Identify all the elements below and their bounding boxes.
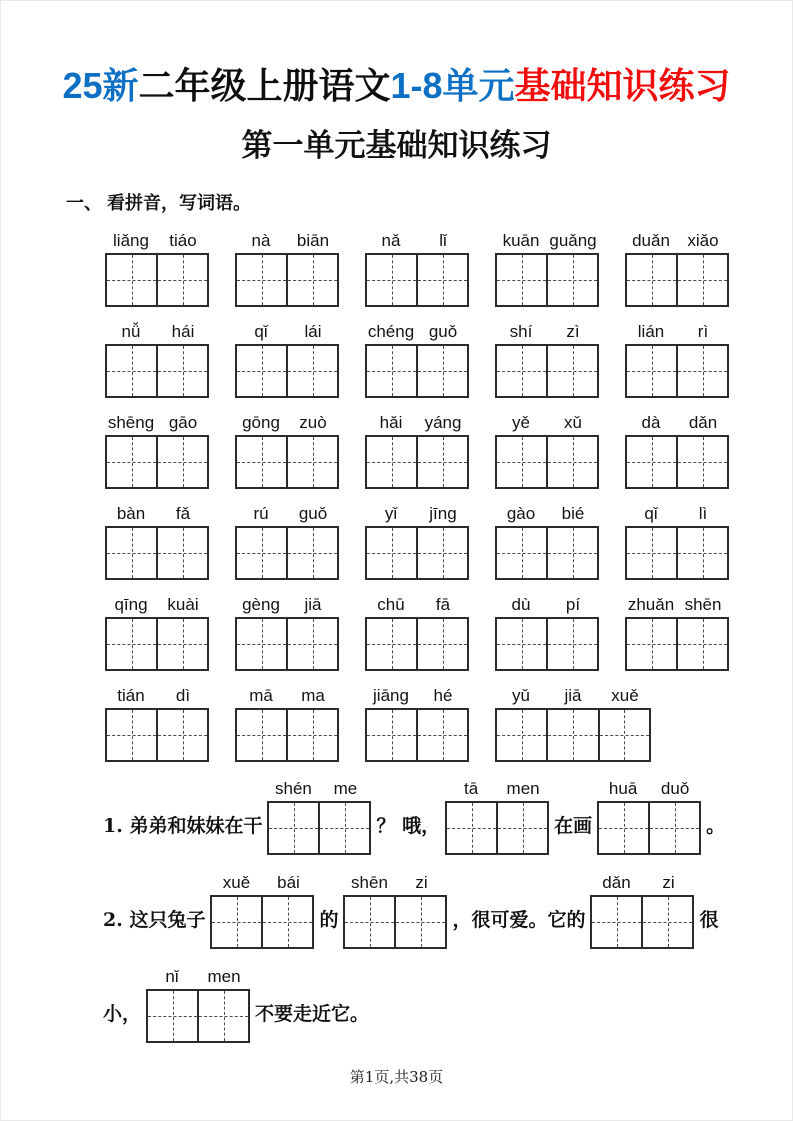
pinyin-syllable: qǐ xyxy=(254,321,268,341)
writing-grid-box xyxy=(365,617,469,671)
sentence-text: 2. 这只兔子 xyxy=(103,908,206,931)
writing-grid-box xyxy=(105,435,209,489)
pinyin-syllable: rú xyxy=(253,503,269,523)
writing-grid-box xyxy=(625,617,729,671)
writing-grid-cell xyxy=(641,897,692,947)
writing-grid-box xyxy=(625,435,729,489)
writing-grid-cell xyxy=(286,528,337,578)
pinyin-syllable: men xyxy=(207,966,241,986)
writing-grid-cell xyxy=(394,897,445,947)
pinyin-box-group xyxy=(105,321,209,398)
pinyin-box-group xyxy=(235,594,339,671)
writing-grid-cell xyxy=(676,619,727,669)
pinyin-syllable: guǒ xyxy=(298,503,328,523)
writing-grid-cell xyxy=(676,528,727,578)
pinyin-syllable: zi xyxy=(662,872,675,892)
pinyin-label xyxy=(235,230,339,252)
pinyin-syllable: xuě xyxy=(611,685,639,705)
pinyin-syllable: lái xyxy=(304,321,322,341)
pinyin-label xyxy=(235,503,339,525)
writing-grid-cell xyxy=(599,803,648,853)
writing-grid-box xyxy=(365,526,469,580)
pinyin-box-group xyxy=(625,230,729,307)
pinyin-syllable: huā xyxy=(608,778,638,798)
pinyin-syllable: jiāng xyxy=(373,685,409,705)
pinyin-syllable: rì xyxy=(697,321,709,341)
writing-grid-cell xyxy=(546,619,597,669)
pinyin-syllable: lǐ xyxy=(439,230,447,250)
pinyin-syllable: duǎn xyxy=(632,230,670,250)
pinyin-box-group xyxy=(625,321,729,398)
writing-grid-cell xyxy=(156,528,207,578)
pinyin-label xyxy=(365,412,469,434)
pinyin-row xyxy=(105,412,793,489)
writing-grid-box xyxy=(210,895,314,949)
pinyin-syllable: fā xyxy=(435,594,451,614)
writing-grid-cell xyxy=(237,346,286,396)
section-heading: 一、 看拼音，写词语。 xyxy=(66,192,251,213)
pinyin-syllable: zhuǎn xyxy=(627,594,675,614)
pinyin-syllable: gōng xyxy=(242,412,280,432)
writing-grid-cell xyxy=(497,710,546,760)
pinyin-label xyxy=(235,685,339,707)
sentence-text: 1. 弟弟和妹妹在干 xyxy=(103,814,263,837)
pinyin-row xyxy=(105,230,793,307)
pinyin-syllable: hǎi xyxy=(379,412,403,432)
writing-grid-box xyxy=(235,526,339,580)
pinyin-row xyxy=(105,594,793,671)
writing-grid-cell xyxy=(416,437,467,487)
pinyin-syllable: shēng xyxy=(107,412,155,432)
writing-grid-cell xyxy=(367,437,416,487)
pinyin-syllable: ma xyxy=(301,685,325,705)
writing-grid-cell xyxy=(367,255,416,305)
writing-grid-box xyxy=(146,989,250,1043)
pinyin-row xyxy=(105,321,793,398)
writing-grid-cell xyxy=(367,346,416,396)
pinyin-label xyxy=(235,321,339,343)
writing-grid-box xyxy=(590,895,694,949)
pinyin-syllable: shēn xyxy=(684,594,722,614)
writing-grid-cell xyxy=(367,710,416,760)
writing-grid-cell xyxy=(156,255,207,305)
writing-grid-box xyxy=(105,617,209,671)
sentence-text: 在画 xyxy=(554,814,593,837)
pinyin-label xyxy=(365,230,469,252)
writing-grid-cell xyxy=(627,619,676,669)
pinyin-syllable: pí xyxy=(565,594,581,614)
writing-grid-box xyxy=(235,708,339,762)
pinyin-syllable: shén xyxy=(275,778,312,798)
pinyin-label xyxy=(365,685,469,707)
writing-grid-box xyxy=(445,801,549,855)
writing-grid-cell xyxy=(345,897,394,947)
pinyin-syllable: chéng xyxy=(367,321,415,341)
pinyin-syllable: nà xyxy=(251,230,271,250)
pinyin-box-group xyxy=(365,685,469,762)
pinyin-syllable: dǎn xyxy=(688,412,718,432)
pinyin-syllable: yáng xyxy=(424,412,462,432)
writing-grid-cell xyxy=(592,897,641,947)
writing-grid-box xyxy=(267,801,371,855)
pinyin-syllable: nǎ xyxy=(381,230,401,250)
writing-grid-cell xyxy=(107,710,156,760)
sentence-text: 小， xyxy=(103,1002,142,1025)
writing-grid-box xyxy=(495,526,599,580)
writing-grid-cell xyxy=(598,710,649,760)
writing-grid-cell xyxy=(546,528,597,578)
pinyin-label xyxy=(105,412,209,434)
pinyin-box-group xyxy=(365,594,469,671)
pinyin-label xyxy=(105,594,209,616)
pinyin-box-group xyxy=(235,503,339,580)
writing-grid-cell xyxy=(367,619,416,669)
pinyin-syllable: men xyxy=(506,778,540,798)
pinyin-box-group xyxy=(590,872,694,949)
pinyin-box-group xyxy=(625,503,729,580)
writing-grid-cell xyxy=(107,255,156,305)
pinyin-label xyxy=(495,685,651,707)
writing-grid-cell xyxy=(648,803,699,853)
writing-grid-box xyxy=(365,435,469,489)
writing-grid-cell xyxy=(237,528,286,578)
writing-grid-cell xyxy=(416,619,467,669)
writing-grid-cell xyxy=(497,619,546,669)
writing-grid-cell xyxy=(546,346,597,396)
pinyin-box-group xyxy=(343,872,447,949)
writing-grid-cell xyxy=(286,619,337,669)
pinyin-syllable: zì xyxy=(566,321,580,341)
pinyin-syllable: yǐ xyxy=(384,503,398,523)
pinyin-syllable: xuě xyxy=(222,872,251,892)
pinyin-box-group xyxy=(445,778,549,855)
title-part: 25新 xyxy=(62,65,139,106)
writing-grid-cell xyxy=(286,710,337,760)
writing-grid-box xyxy=(625,526,729,580)
writing-grid-box xyxy=(105,526,209,580)
pinyin-syllable: jīng xyxy=(429,503,457,523)
writing-grid-box xyxy=(235,253,339,307)
writing-grid-box xyxy=(495,253,599,307)
writing-grid-cell xyxy=(416,255,467,305)
pinyin-row xyxy=(105,685,793,762)
pinyin-box-group xyxy=(235,685,339,762)
writing-grid-box xyxy=(105,344,209,398)
pinyin-box-group xyxy=(495,321,599,398)
sentence-text: ？ 哦， xyxy=(376,814,441,837)
pinyin-box-group xyxy=(105,594,209,671)
pinyin-box-group xyxy=(365,503,469,580)
writing-grid-cell xyxy=(269,803,318,853)
pinyin-syllable: biān xyxy=(296,230,330,250)
pinyin-label xyxy=(590,872,694,894)
writing-grid-cell xyxy=(496,803,547,853)
pinyin-box-group xyxy=(365,230,469,307)
writing-grid-cell xyxy=(237,619,286,669)
pinyin-box-group xyxy=(365,321,469,398)
writing-grid-cell xyxy=(148,991,197,1041)
pinyin-label xyxy=(105,230,209,252)
writing-grid-box xyxy=(235,344,339,398)
pinyin-syllable: tā xyxy=(463,778,479,798)
pinyin-box-group xyxy=(267,778,371,855)
pinyin-box-group xyxy=(146,966,250,1043)
pinyin-label xyxy=(625,230,729,252)
writing-grid-cell xyxy=(286,255,337,305)
pinyin-syllable: nǐ xyxy=(165,966,179,986)
pinyin-label xyxy=(495,412,599,434)
pinyin-syllable: xiǎo xyxy=(687,230,719,250)
pinyin-label xyxy=(365,321,469,343)
writing-grid-cell xyxy=(212,897,261,947)
pinyin-syllable: dà xyxy=(641,412,661,432)
pinyin-syllable: dǎn xyxy=(602,872,631,892)
sentence-text: 不要走近它。 xyxy=(255,1002,370,1025)
pinyin-label xyxy=(343,872,447,894)
pinyin-syllable: fǎ xyxy=(175,503,191,523)
pinyin-label xyxy=(105,503,209,525)
pinyin-box-group xyxy=(235,230,339,307)
writing-grid-box xyxy=(625,344,729,398)
pinyin-box-group xyxy=(495,230,599,307)
pinyin-syllable: mā xyxy=(249,685,273,705)
pinyin-label xyxy=(445,778,549,800)
sentence-text: 的 xyxy=(319,908,339,931)
pinyin-box-group xyxy=(105,412,209,489)
pinyin-syllable: kuài xyxy=(167,594,199,614)
pinyin-syllable: qīng xyxy=(114,594,148,614)
writing-grid-cell xyxy=(237,437,286,487)
page-title xyxy=(0,66,793,106)
pinyin-syllable: gāo xyxy=(168,412,198,432)
writing-grid-box xyxy=(235,435,339,489)
pinyin-box-group xyxy=(625,594,729,671)
writing-grid-box xyxy=(343,895,447,949)
pinyin-syllable: me xyxy=(333,778,358,798)
pinyin-syllable: yě xyxy=(512,412,530,432)
pinyin-syllable: guǎng xyxy=(549,230,597,250)
pinyin-syllable: liǎng xyxy=(113,230,149,250)
writing-grid-cell xyxy=(237,710,286,760)
writing-grid-box xyxy=(625,253,729,307)
pinyin-box-group xyxy=(495,685,651,762)
pinyin-box-group xyxy=(235,321,339,398)
pinyin-label xyxy=(625,594,729,616)
writing-grid-cell xyxy=(497,255,546,305)
pinyin-syllable: guǒ xyxy=(428,321,458,341)
sentence-fill-section xyxy=(100,778,793,1043)
pinyin-box-group xyxy=(210,872,314,949)
writing-grid-cell xyxy=(497,437,546,487)
writing-grid-box xyxy=(365,253,469,307)
pinyin-syllable: shí xyxy=(509,321,533,341)
pinyin-syllable: dù xyxy=(511,594,531,614)
writing-grid-cell xyxy=(627,437,676,487)
writing-grid-cell xyxy=(107,437,156,487)
pinyin-syllable: qǐ xyxy=(644,503,658,523)
pinyin-box-group xyxy=(235,412,339,489)
writing-grid-cell xyxy=(416,346,467,396)
pinyin-syllable: tián xyxy=(117,685,145,705)
writing-grid-cell xyxy=(197,991,248,1041)
pinyin-syllable: lì xyxy=(698,503,708,523)
writing-grid-cell xyxy=(318,803,369,853)
sentence-line xyxy=(100,966,793,1043)
pinyin-label xyxy=(625,503,729,525)
pinyin-grid-section xyxy=(105,230,793,762)
writing-grid-box xyxy=(495,435,599,489)
pinyin-label xyxy=(235,412,339,434)
title-part: 基础知识练习 xyxy=(514,65,731,106)
writing-grid-cell xyxy=(676,255,727,305)
writing-grid-cell xyxy=(627,528,676,578)
pinyin-syllable: hé xyxy=(433,685,453,705)
pinyin-label xyxy=(267,778,371,800)
sentence-text: 。 xyxy=(706,814,726,837)
pinyin-label xyxy=(365,594,469,616)
pinyin-label xyxy=(495,594,599,616)
writing-grid-cell xyxy=(286,346,337,396)
pinyin-label xyxy=(597,778,701,800)
pinyin-box-group xyxy=(365,412,469,489)
pinyin-syllable: hái xyxy=(171,321,195,341)
writing-grid-box xyxy=(495,344,599,398)
pinyin-syllable: duǒ xyxy=(660,778,690,798)
writing-grid-cell xyxy=(156,437,207,487)
writing-grid-box xyxy=(235,617,339,671)
writing-grid-cell xyxy=(416,528,467,578)
pinyin-syllable: bié xyxy=(561,503,585,523)
pinyin-syllable: lián xyxy=(637,321,665,341)
pinyin-syllable: gào xyxy=(506,503,536,523)
writing-grid-box xyxy=(365,708,469,762)
pinyin-syllable: nǚ xyxy=(121,321,141,341)
writing-grid-cell xyxy=(367,528,416,578)
sentence-line xyxy=(100,872,793,949)
writing-grid-box xyxy=(105,708,209,762)
unit-subtitle: 第一单元基础知识练习 xyxy=(241,127,552,164)
writing-grid-box xyxy=(495,708,651,762)
writing-grid-cell xyxy=(627,255,676,305)
pinyin-box-group xyxy=(105,230,209,307)
writing-grid-cell xyxy=(237,255,286,305)
writing-grid-cell xyxy=(546,710,597,760)
pinyin-syllable: bái xyxy=(277,872,300,892)
writing-grid-cell xyxy=(497,528,546,578)
pinyin-syllable: shēn xyxy=(351,872,388,892)
pinyin-box-group xyxy=(495,503,599,580)
pinyin-syllable: kuān xyxy=(502,230,540,250)
writing-grid-cell xyxy=(676,437,727,487)
title-part: 二年级上册语文 xyxy=(138,65,391,106)
pinyin-box-group xyxy=(625,412,729,489)
pinyin-label xyxy=(235,594,339,616)
writing-grid-cell xyxy=(286,437,337,487)
writing-grid-cell xyxy=(497,346,546,396)
writing-grid-box xyxy=(365,344,469,398)
title-part: 1-8单元 xyxy=(390,65,515,106)
pinyin-label xyxy=(625,321,729,343)
writing-grid-cell xyxy=(156,710,207,760)
pinyin-label xyxy=(105,321,209,343)
pinyin-syllable: bàn xyxy=(116,503,146,523)
writing-grid-cell xyxy=(156,619,207,669)
sentence-text: 很 xyxy=(699,908,719,931)
pinyin-box-group xyxy=(105,503,209,580)
pinyin-box-group xyxy=(597,778,701,855)
writing-grid-cell xyxy=(627,346,676,396)
pinyin-syllable: tiáo xyxy=(169,230,197,250)
pinyin-syllable: gèng xyxy=(242,594,280,614)
pinyin-box-group xyxy=(495,412,599,489)
pinyin-label xyxy=(625,412,729,434)
pinyin-label xyxy=(365,503,469,525)
writing-grid-cell xyxy=(156,346,207,396)
page-number: 第1页,共38页 xyxy=(349,1068,444,1086)
writing-grid-box xyxy=(105,253,209,307)
pinyin-label xyxy=(495,230,599,252)
writing-grid-cell xyxy=(107,346,156,396)
pinyin-box-group xyxy=(495,594,599,671)
writing-grid-cell xyxy=(107,619,156,669)
writing-grid-cell xyxy=(546,255,597,305)
writing-grid-box xyxy=(495,617,599,671)
pinyin-label xyxy=(146,966,250,988)
writing-grid-cell xyxy=(416,710,467,760)
pinyin-syllable: zi xyxy=(415,872,428,892)
sentence-text: ，很可爱。它的 xyxy=(452,908,586,931)
pinyin-row xyxy=(105,503,793,580)
pinyin-syllable: chū xyxy=(377,594,405,614)
pinyin-label xyxy=(495,321,599,343)
pinyin-syllable: dì xyxy=(175,685,191,705)
writing-grid-cell xyxy=(546,437,597,487)
sentence-line xyxy=(100,778,793,855)
pinyin-syllable: jiā xyxy=(304,594,322,614)
writing-grid-cell xyxy=(447,803,496,853)
pinyin-syllable: yǔ xyxy=(512,685,530,705)
pinyin-box-group xyxy=(105,685,209,762)
writing-grid-cell xyxy=(107,528,156,578)
pinyin-label xyxy=(495,503,599,525)
writing-grid-cell xyxy=(261,897,312,947)
writing-grid-box xyxy=(597,801,701,855)
pinyin-label xyxy=(105,685,209,707)
pinyin-label xyxy=(210,872,314,894)
writing-grid-cell xyxy=(676,346,727,396)
pinyin-syllable: jiā xyxy=(564,685,582,705)
pinyin-syllable: xǔ xyxy=(564,412,582,432)
pinyin-syllable: zuò xyxy=(299,412,327,432)
